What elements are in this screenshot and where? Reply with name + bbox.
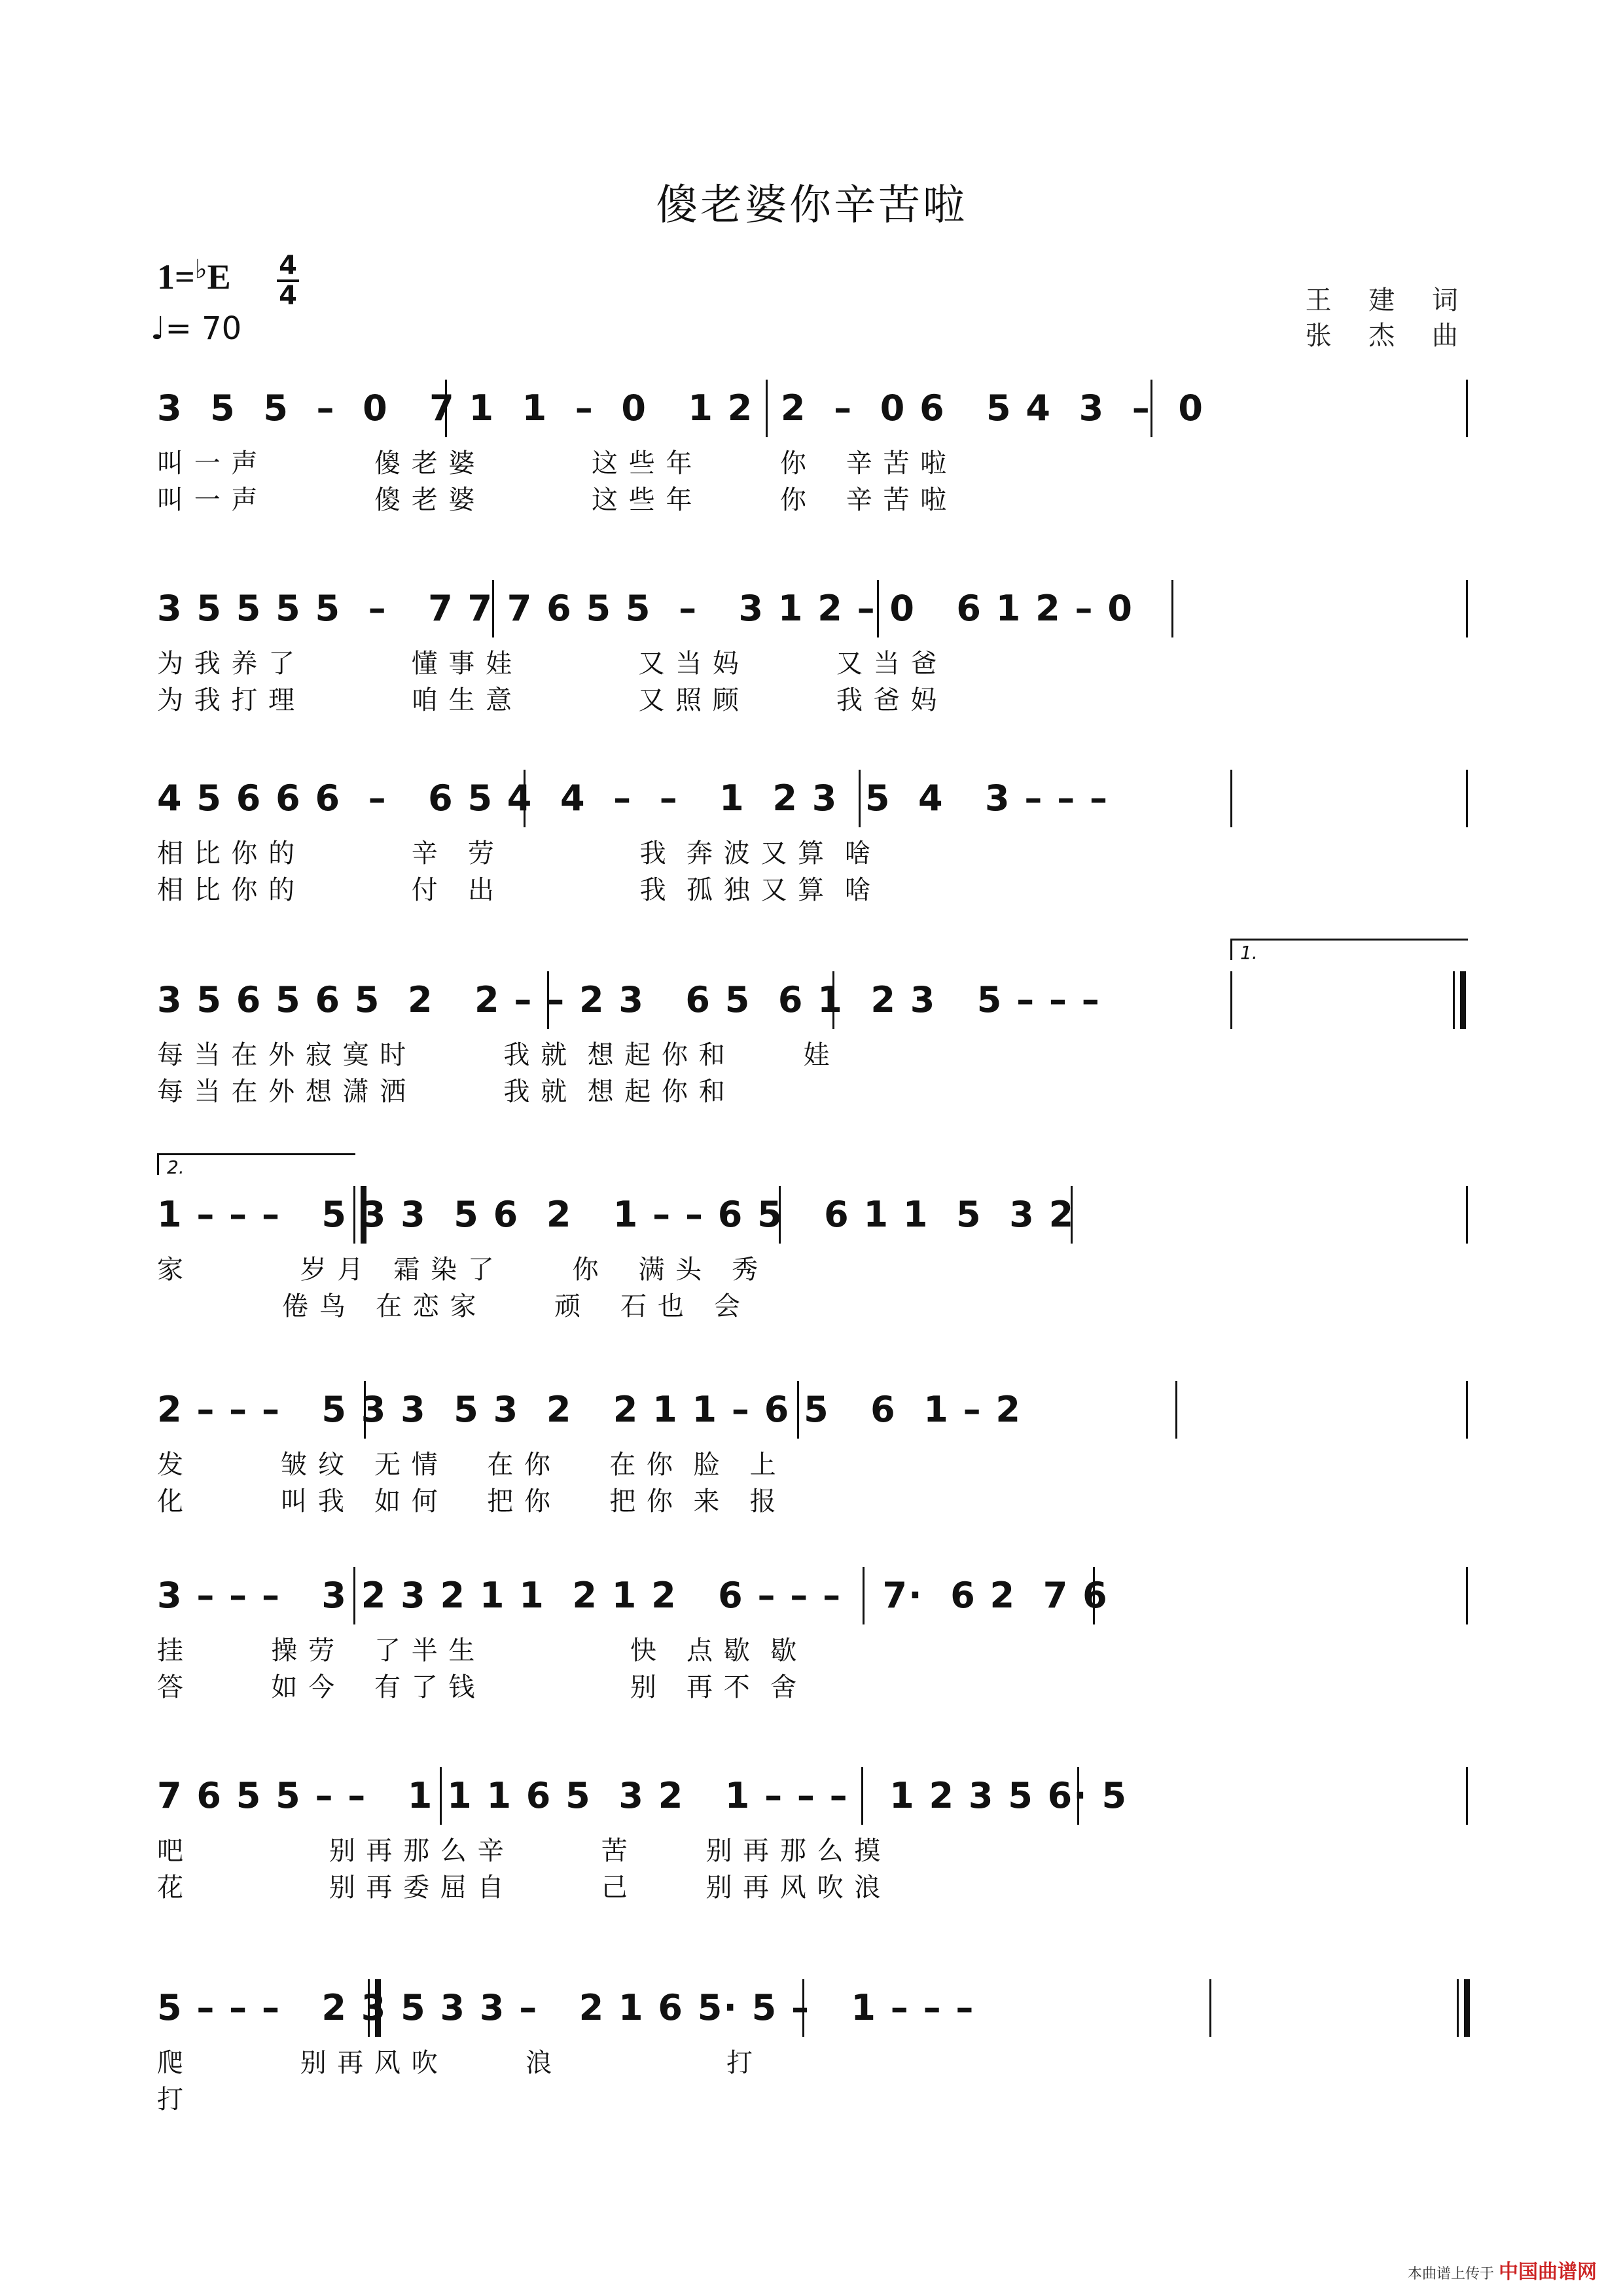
notation-line: 1 – – – 5 3 3 5 6 2 1 – – 6 5 6 1 1 5 3 2 xyxy=(157,1194,1075,1235)
barline xyxy=(832,971,834,1029)
site-logo: 中国曲谱网 xyxy=(1499,2261,1597,2284)
final-barline xyxy=(1457,1979,1459,2037)
barline xyxy=(1466,1567,1468,1624)
barline xyxy=(440,1767,442,1825)
notation-line: 3 5 6 5 6 5 2 2 – – 2 3 6 5 6 1 2 3 5 – – – xyxy=(157,979,1101,1020)
barline xyxy=(1466,1767,1468,1825)
lyricist-credit: 王 建 词 xyxy=(1305,285,1472,315)
lyrics-verse-2: 打 xyxy=(157,2085,185,2115)
barline xyxy=(1209,1979,1211,2037)
site-footer: 本曲谱上传于 中国曲谱网 xyxy=(1407,2261,1597,2284)
key-signature: 1=♭E xyxy=(157,255,231,296)
lyrics-verse-1: 相 比 你 的 辛 劳 我 奔 波 又 算 啥 xyxy=(157,838,872,869)
barline xyxy=(859,770,861,827)
barline xyxy=(877,580,879,637)
barline xyxy=(1077,1767,1079,1825)
barline xyxy=(1150,380,1152,437)
barline xyxy=(1466,770,1468,827)
barline xyxy=(802,1979,804,2037)
barline xyxy=(1466,1381,1468,1439)
credits xyxy=(1306,283,1472,353)
lyrics-verse-2: 相 比 你 的 付 出 我 孤 独 又 算 啥 xyxy=(157,875,872,905)
barline xyxy=(353,1567,355,1624)
lyrics-verse-1: 每 当 在 外 寂 寞 时 我 就 想 起 你 和 娃 xyxy=(157,1040,831,1070)
barline xyxy=(766,380,768,437)
barline xyxy=(863,1567,865,1624)
lyrics-verse-2: 花 别 再 委 屈 自 己 别 再 风 吹 浪 xyxy=(157,1873,882,1903)
composer-credit: 张 杰 曲 xyxy=(1305,321,1472,351)
volta-bracket-2: 2. xyxy=(157,1153,355,1175)
barline xyxy=(861,1767,863,1825)
barline xyxy=(445,380,447,437)
lyrics-verse-2: 每 当 在 外 想 潇 洒 我 就 想 起 你 和 xyxy=(157,1077,726,1107)
lyrics-verse-2: 答 如 今 有 了 钱 别 再 不 舍 xyxy=(157,1672,798,1702)
song-title: 傻老婆你辛苦啦 xyxy=(656,181,967,230)
barline xyxy=(1466,580,1468,637)
lyrics-verse-2: 化 叫 我 如 何 把 你 把 你 来 报 xyxy=(157,1486,777,1516)
barline xyxy=(797,1381,799,1439)
repeat-end-barline xyxy=(368,1979,370,2037)
barline xyxy=(1230,971,1232,1029)
lyrics-verse-1: 为 我 养 了 懂 事 娃 又 当 妈 又 当 爸 xyxy=(157,649,938,679)
barline xyxy=(779,1186,781,1244)
barline xyxy=(1466,1186,1468,1244)
lyrics-verse-2: 倦 鸟 在 恋 家 顽 石 也 会 xyxy=(157,1291,742,1321)
notation-line: 7 6 5 5 – – 1 1 1 6 5 3 2 1 – – – 1 2 3 5 6· 5 xyxy=(157,1775,1128,1816)
lyrics-verse-2: 叫 一 声 傻 老 婆 这 些 年 你 辛 苦 啦 xyxy=(157,485,948,515)
notation-line: 3 – – – 3 2 3 2 1 1 2 1 2 6 – – – 7· 6 2 7 6 xyxy=(157,1575,1109,1616)
lyrics-verse-1: 家 岁 月 霜 染 了 你 满 头 秀 xyxy=(157,1255,760,1285)
barline xyxy=(1466,380,1468,437)
barline xyxy=(1230,770,1232,827)
lyrics-verse-1: 叫 一 声 傻 老 婆 这 些 年 你 辛 苦 啦 xyxy=(157,448,948,478)
notation-line: 2 – – – 5 3 3 5 3 2 2 1 1 – 6 5 6 1 – 2 xyxy=(157,1389,1022,1430)
time-signature: 4 4 xyxy=(275,252,301,310)
barline xyxy=(1093,1567,1095,1624)
lyrics-verse-1: 发 皱 纹 无 情 在 你 在 你 脸 上 xyxy=(157,1450,777,1480)
repeat-start-barline xyxy=(353,1186,355,1244)
barline xyxy=(1071,1186,1073,1244)
notation-line: 3 5 5 5 5 – 7 7 7 6 5 5 – 3 1 2 – 0 6 1 2 – 0 xyxy=(157,588,1133,629)
tempo-marking: ♩= 70 xyxy=(151,310,242,347)
notation-line: 4 5 6 6 6 – 6 5 4 4 – – 1 2 3 5 4 3 – – – xyxy=(157,778,1109,819)
lyrics-verse-1: 爬 别 再 风 吹 浪 打 xyxy=(157,2048,755,2078)
barline xyxy=(524,770,526,827)
barline xyxy=(364,1381,366,1439)
barline xyxy=(1175,1381,1177,1439)
lyrics-verse-2: 为 我 打 理 咱 生 意 又 照 顾 我 爸 妈 xyxy=(157,685,938,715)
notation-line: 3 5 5 – 0 7 1 1 – 0 1 2 2 – 0 6 5 4 3 – 0 xyxy=(157,387,1204,429)
lyrics-verse-1: 挂 操 劳 了 半 生 快 点 歇 歇 xyxy=(157,1636,798,1666)
lyrics-verse-1: 吧 别 再 那 么 辛 苦 别 再 那 么 摸 xyxy=(157,1836,882,1866)
barline xyxy=(492,580,494,637)
notation-line: 5 – – – 2 3 5 3 3 – 2 1 6 5· 5 – 1 – – – xyxy=(157,1987,975,2028)
barline xyxy=(547,971,549,1029)
volta-bracket-1: 1. xyxy=(1230,939,1468,960)
repeat-end-barline xyxy=(1453,971,1455,1029)
barline xyxy=(1171,580,1173,637)
